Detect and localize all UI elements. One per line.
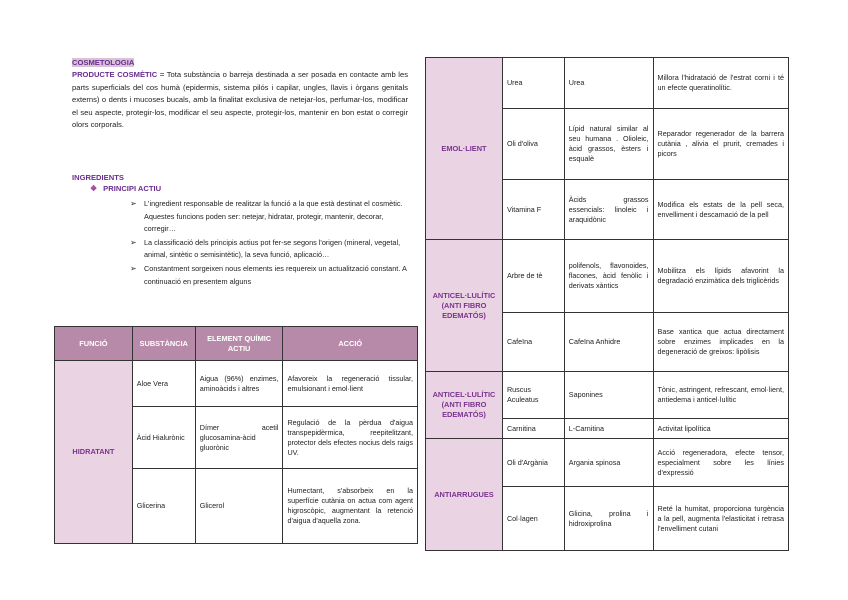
substance-cell: Vitamina F — [502, 180, 564, 240]
column-header-accio: ACCIÓ — [283, 327, 418, 361]
arrow-bullet-icon: ➢ — [130, 237, 137, 247]
element-cell: Urea — [564, 58, 653, 109]
group-cell-hidratant: HIDRATANT — [55, 361, 133, 544]
substance-cell: Ruscus Aculeatus — [502, 372, 564, 419]
intro-paragraph — [72, 57, 408, 131]
document-title: COSMETOLOGIA — [72, 58, 135, 67]
element-cell: L-Carnitina — [564, 419, 653, 439]
substance-cell: Arbre de tè — [502, 240, 564, 313]
substance-cell: Oli d'oliva — [502, 109, 564, 180]
element-cell: Cafeïna Anhidre — [564, 313, 653, 372]
action-cell: Humectant, s'absorbeix en la superfície cutània on actua com agent higroscòpic, augmentant la retenció d'aigua d'aquella zona. — [283, 469, 418, 544]
list-item — [130, 263, 410, 288]
element-cell: Glicerol — [195, 469, 283, 544]
group-cell-anticellulitic: ANTICEL·LULÍTIC (ANTI FIBRO EDEMATÓS) — [426, 372, 503, 439]
action-cell: Millora l'hidratació de l'estrat corni i té un efecte queratinolític. — [653, 58, 788, 109]
action-cell: Activitat lipolítica — [653, 419, 788, 439]
action-cell: Afavoreix la regeneració tissular, emulsionant i emol·lient — [283, 361, 418, 407]
principi-actiu-list — [130, 198, 410, 289]
ingredients-heading: INGREDIENTS — [72, 173, 124, 182]
column-header-funcio: FUNCIÓ — [55, 327, 133, 361]
table-row — [426, 372, 789, 419]
list-item — [130, 198, 410, 236]
arrow-bullet-icon: ➢ — [130, 199, 137, 208]
action-cell: Regulació de la pèrdua d'aigua transpepidèrmica, reepitelitzant, protector dels efectes nocius dels raigs UV. — [283, 407, 418, 469]
properties-table — [425, 57, 789, 551]
principi-actiu-label: PRINCIPI ACTIU — [103, 184, 162, 193]
action-cell: Mobilitza els lípids afavorint la degradació enzimàtica dels triglicèrids — [653, 240, 788, 313]
substance-cell: Urea — [502, 58, 564, 109]
substance-cell: Oli d'Argània — [502, 439, 564, 487]
element-cell: Argania spinosa — [564, 439, 653, 487]
diamond-bullet-icon: ❖ — [90, 184, 98, 193]
element-cell: polifenols, flavonoides, flacones, àcid fenòlic i derivats xàntics — [564, 240, 653, 313]
definition-text: = Tota substància o barreja destinada a ser posada en contacte amb les parts superficials del cos humà (epidermis, sistema pilós i capilar, ungles, llavis i òrgans genitals externs) o dents i mucoses bucals, amb la finalitat exclusiva de netejar-los, perfumar-los, modificar el seu aspecte, protegir-los, modificar el seu aspecte, protegir-los, mantenir en bon estat o corregir olors corporals. — [72, 70, 408, 130]
action-cell: Reté la humitat, proporciona turgència a la pell, augmenta l'elasticitat i retrasa l'envelliment cutani — [653, 487, 788, 551]
column-header-substancia: SUBSTÀNCIA — [132, 327, 195, 361]
arrow-bullet-icon: ➢ — [130, 263, 137, 273]
table-row — [55, 361, 418, 407]
element-cell: Aigua (96%) enzimes, aminoàcids i altres — [195, 361, 283, 407]
substance-cell: Carnitina — [502, 419, 564, 439]
action-cell: Base xantica que actua directament sobre enzimes implicades en la degeneració de greixos: lipòlisis — [653, 313, 788, 372]
group-cell-antiarrugues: ANTIARRUGUES — [426, 439, 503, 551]
element-cell: Àcids grassos essencials: linoleic i araquidònic — [564, 180, 653, 240]
hidratant-table — [54, 326, 418, 544]
action-cell: Modifica els estats de la pell seca, envelliment i descamació de la pell — [653, 180, 788, 240]
action-cell: Reparador regenerador de la barrera cutània , alivia el prurit, cremades i picors — [653, 109, 788, 180]
group-cell-emollient: EMOL·LIENT — [426, 58, 503, 240]
group-cell-anticellulitic: ANTICEL·LULÍTIC (ANTI FIBRO EDEMATÓS) — [426, 240, 503, 372]
principi-actiu-heading — [90, 184, 161, 193]
table-row — [426, 58, 789, 109]
element-cell: Glicina, prolina i hidroxiprolina — [564, 487, 653, 551]
list-item — [130, 237, 410, 262]
definition-term: PRODUCTE COSMÈTIC — [72, 70, 158, 80]
list-item-text: L'ingredient responsable de realitzar la funció a la que està destinat el cosmètic. Aquestes funcions poden ser: netejar, hidratar, protegir, mantenir, decorar, corregir… — [144, 199, 403, 234]
list-item-text: La classificació dels principis actius pot fer-se segons l'origen (mineral, vegetal, animal, sintètic o semisintètic), la seva funció, aplicació… — [144, 237, 401, 260]
substance-cell: Col·lagen — [502, 487, 564, 551]
element-cell: Saponines — [564, 372, 653, 419]
action-cell: Tònic, astringent, refrescant, emol·lient, antiedema i anticel·lulític — [653, 372, 788, 419]
table-header-row — [55, 327, 418, 361]
table-row — [426, 240, 789, 313]
list-item-text: Constantment sorgeixen nous elements ies requereix un actualització constant. A continuació en presentem alguns — [144, 263, 407, 286]
element-cell: Dímer acetil glucosamina-àcid gluorònic — [195, 407, 283, 469]
element-cell: Lípid natural similar al seu humana . Olioleic, àcid grassos, èsters i esqualè — [564, 109, 653, 180]
substance-cell: Aloe Vera — [132, 361, 195, 407]
column-header-element: ELEMENT QUÍMIC ACTIU — [195, 327, 283, 361]
table-row — [426, 439, 789, 487]
substance-cell: Àcid Hialurònic — [132, 407, 195, 469]
action-cell: Acció regeneradora, efecte tensor, especialment sobre les línies d'expressió — [653, 439, 788, 487]
substance-cell: Cafeïna — [502, 313, 564, 372]
substance-cell: Glicerina — [132, 469, 195, 544]
